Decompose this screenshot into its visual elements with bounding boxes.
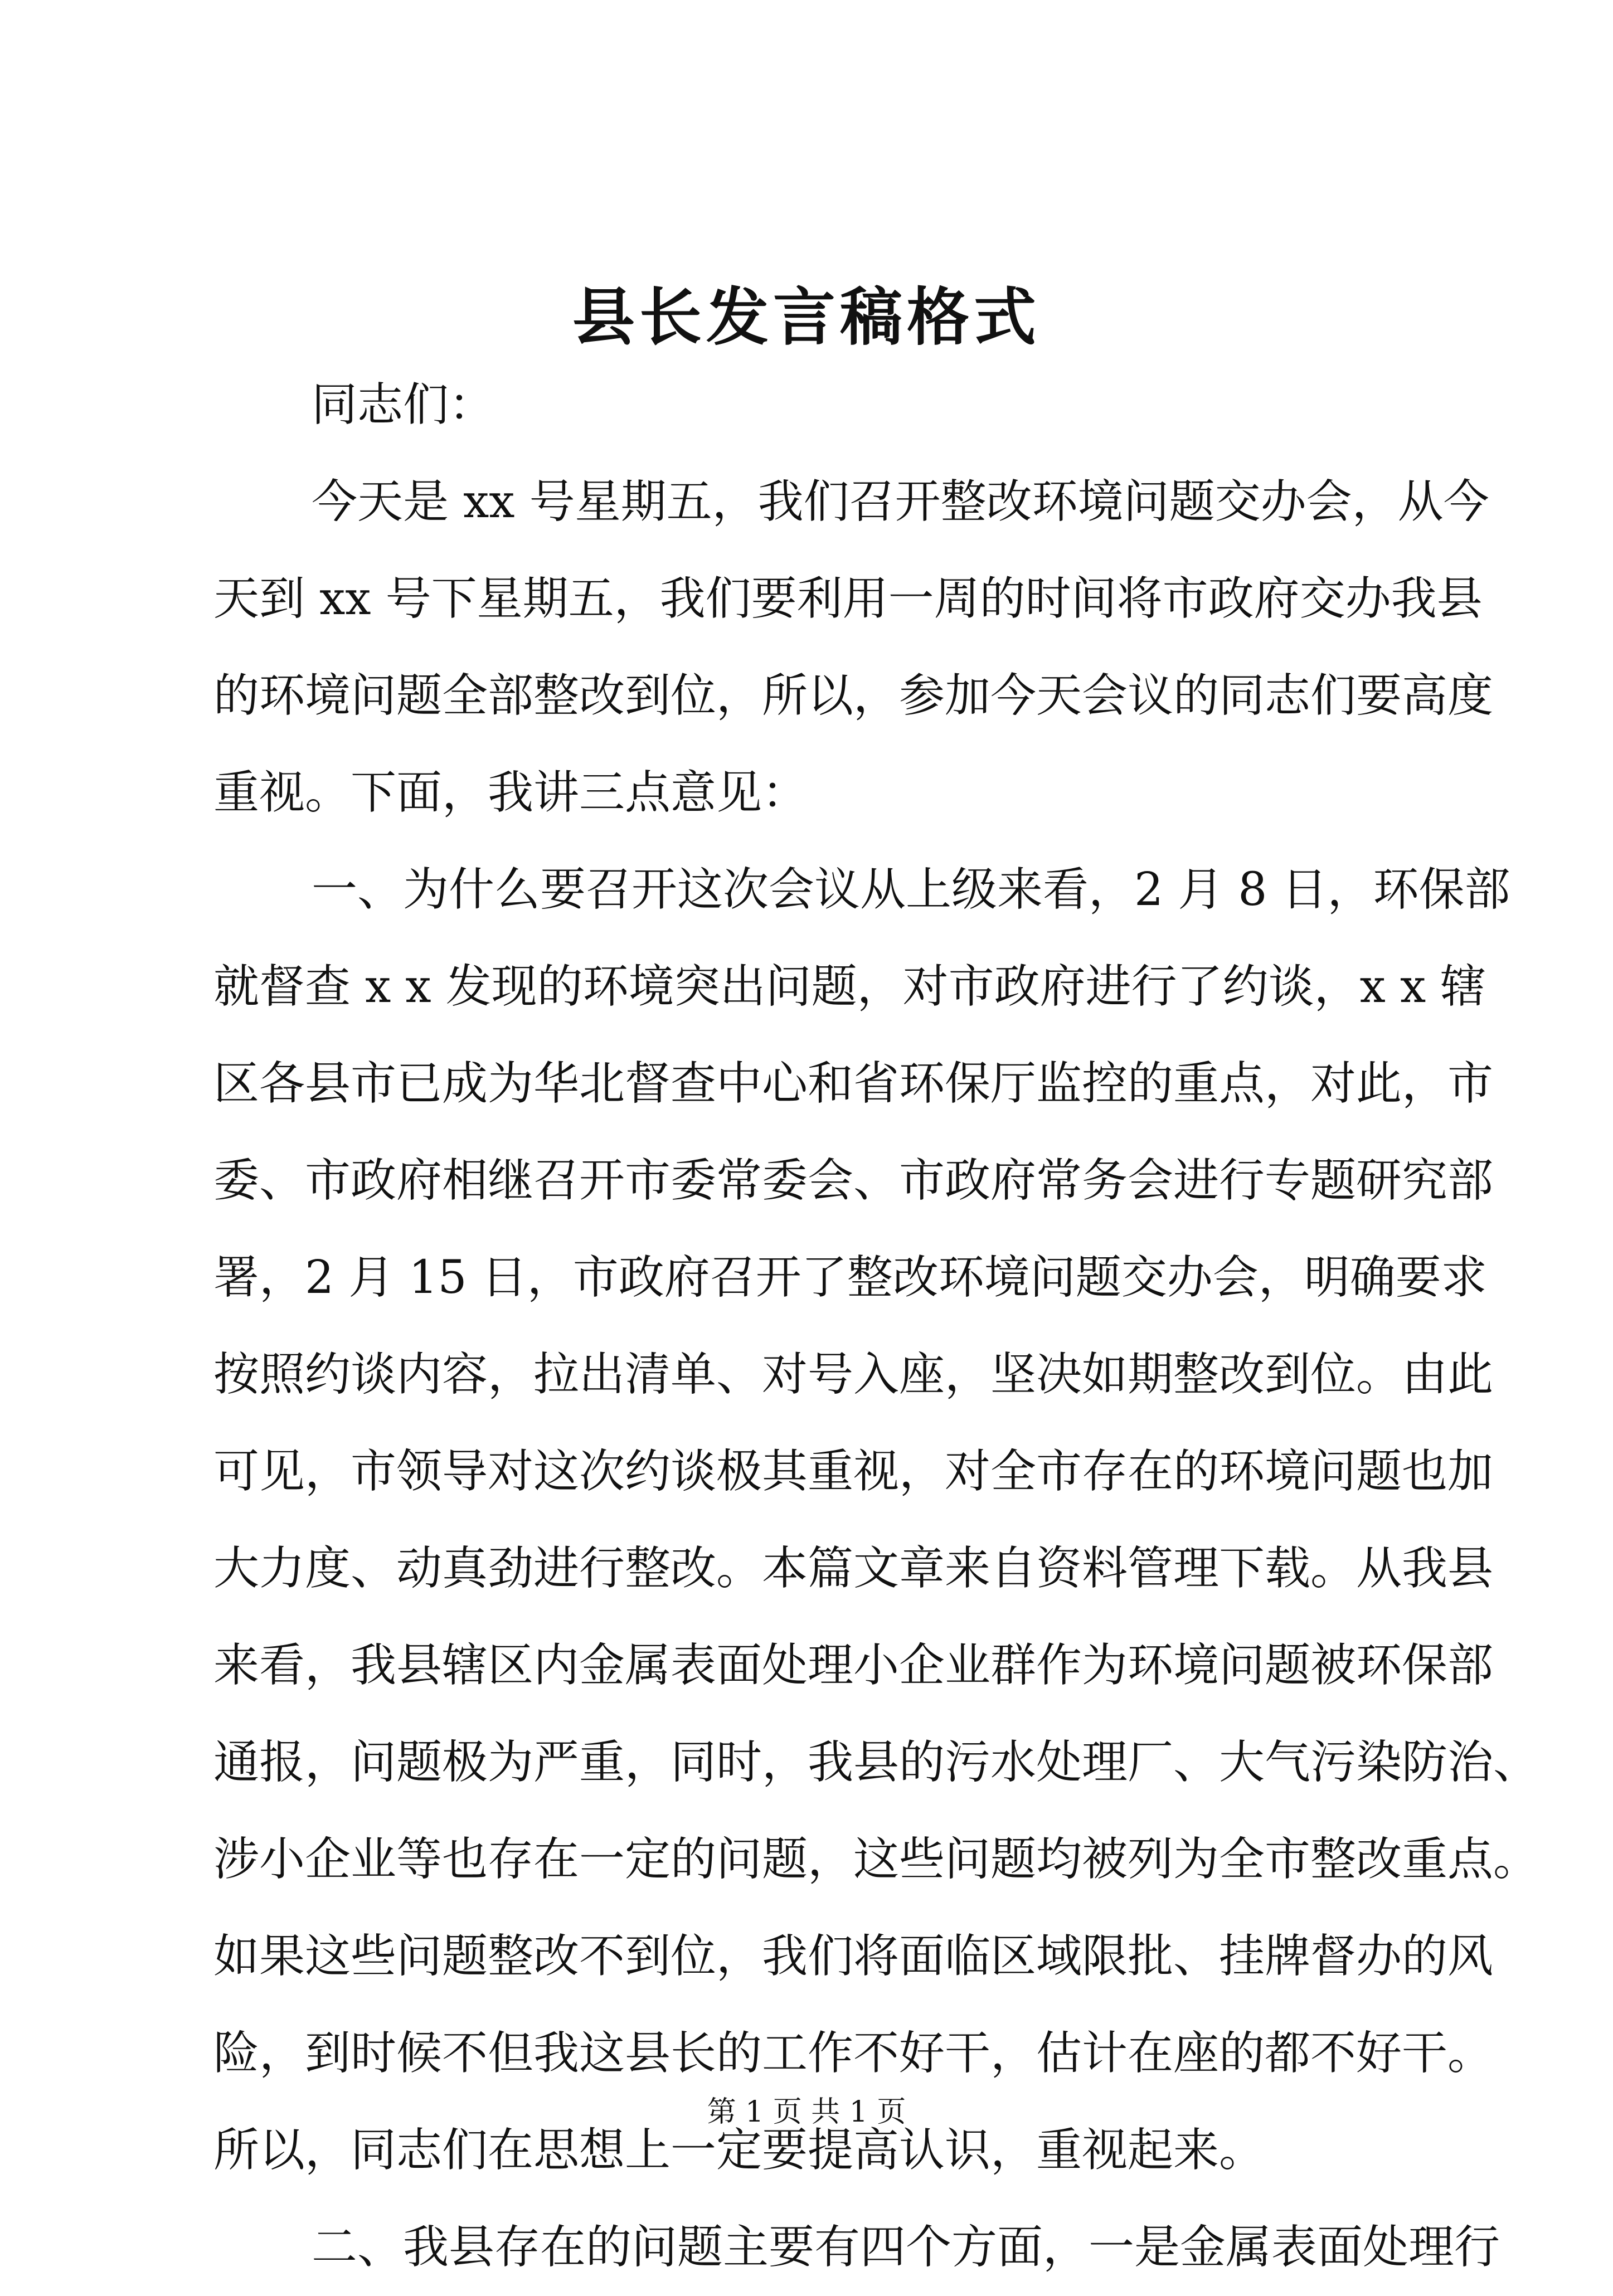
document-body xyxy=(213,357,1539,2296)
text-line: 就督查 x x 发现的环境突出问题，对市政府进行了约谈，x x 辖 xyxy=(213,960,1486,1013)
text-line: 区各县市已成为华北督查中心和省环保厅监控的重点，对此，市 xyxy=(213,1057,1494,1110)
text-line: 可见，市领导对这次约谈极其重视，对全市存在的环境问题也加 xyxy=(213,1445,1494,1498)
text-line: 来看，我县辖区内金属表面处理小企业群作为环境问题被环保部 xyxy=(213,1639,1494,1692)
page-footer: 第 1 页 共 1 页 xyxy=(707,2095,906,2129)
text-line: 二、我县存在的问题主要有四个方面，一是金属表面处理行 xyxy=(312,2221,1500,2274)
salutation-line: 同志们： xyxy=(312,378,495,431)
text-line: 如果这些问题整改不到位，我们将面临区域限批、挂牌督办的风 xyxy=(213,1930,1494,1983)
document-title: 县长发言稿格式 xyxy=(572,281,1041,354)
text-line: 按照约谈内容，拉出清单、对号入座，坚决如期整改到位。由此 xyxy=(213,1348,1494,1401)
text-line: 重视。下面，我讲三点意见： xyxy=(213,766,808,819)
text-line: 今天是 xx 号星期五，我们召开整改环境问题交办会，从今 xyxy=(312,475,1489,528)
text-line: 涉小企业等也存在一定的问题，这些问题均被列为全市整改重点。 xyxy=(213,1833,1539,1886)
text-line: 委、市政府相继召开市委常委会、市政府常务会进行专题研究部 xyxy=(213,1154,1494,1207)
text-line: 署，2 月 15 日，市政府召开了整改环境问题交办会，明确要求 xyxy=(213,1251,1487,1304)
text-line: 险，到时候不但我这县长的工作不好干，估计在座的都不好干。 xyxy=(213,2027,1494,2080)
text-line: 一、为什么要召开这次会议从上级来看，2 月 8 日，环保部 xyxy=(312,863,1510,916)
text-line: 的环境问题全部整改到位，所以，参加今天会议的同志们要高度 xyxy=(213,669,1494,722)
text-line: 所以，同志们在思想上一定要提高认识，重视起来。 xyxy=(213,2124,1265,2177)
text-line: 天到 xx 号下星期五，我们要利用一周的时间将市政府交办我县 xyxy=(213,572,1483,625)
text-line: 通报，问题极为严重，同时，我县的污水处理厂、大气污染防治、 xyxy=(213,1736,1539,1789)
text-line: 大力度、动真劲进行整改。本篇文章来自资料管理下载。从我县 xyxy=(213,1542,1494,1595)
